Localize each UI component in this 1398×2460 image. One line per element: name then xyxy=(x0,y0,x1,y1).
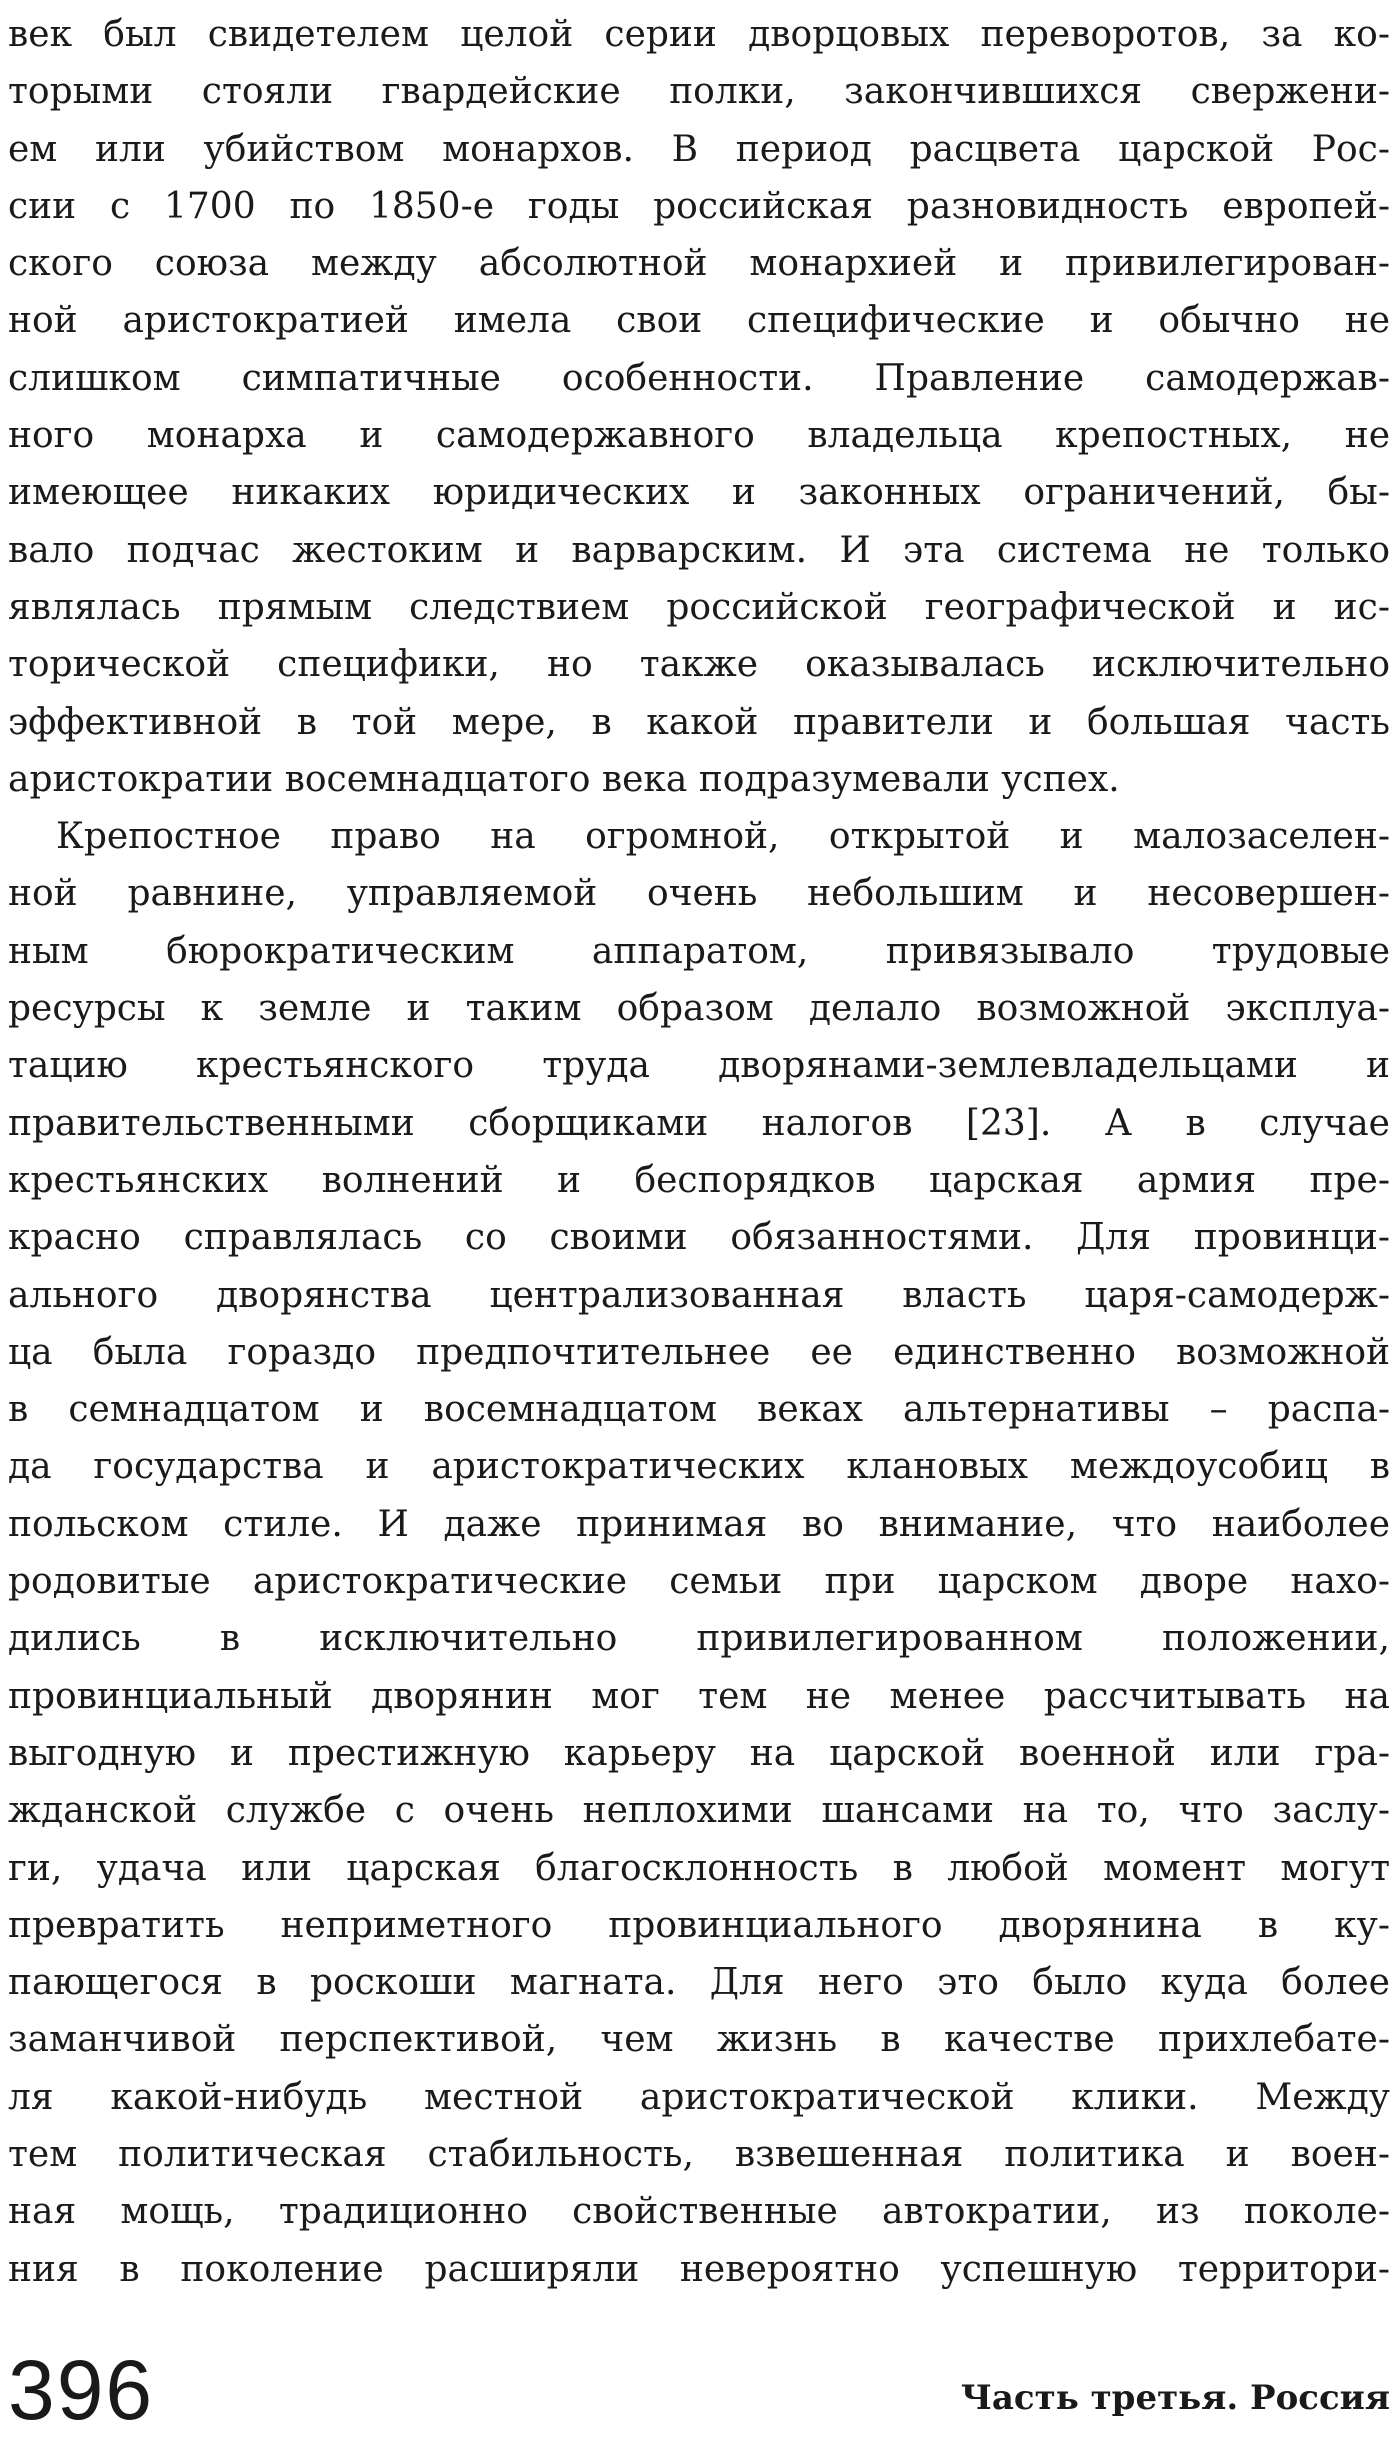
text-line: ресурсы к земле и таким образом делало возможной эксплуа- xyxy=(8,988,1390,1030)
text-line: заманчивой перспективой, чем жизнь в качестве прихлебате- xyxy=(8,2019,1390,2061)
text-line: ца была гораздо предпочтительнее ее единственно возможной xyxy=(8,1331,1390,1373)
text-line: век был свидетелем целой серии дворцовых переворотов, за ко- xyxy=(8,14,1390,55)
text-line: ля какой-нибудь местной аристократической клики. Между xyxy=(8,2076,1390,2118)
text-line: ная мощь, традиционно свойственные автократии, из поколе- xyxy=(8,2191,1390,2233)
text-line: провинциальный дворянин мог тем не менее рассчитывать на xyxy=(8,1675,1390,1717)
text-line: ного монарха и самодержавного владельца крепостных, не xyxy=(8,415,1390,457)
text-line: дились в исключительно привилегированном положении, xyxy=(8,1618,1390,1660)
text-line: являлась прямым следствием российской географической и ис- xyxy=(8,586,1390,628)
text-line: в семнадцатом и восемнадцатом веках альтернативы – распа- xyxy=(8,1389,1390,1431)
text-line: крестьянских волнений и беспорядков царская армия пре- xyxy=(8,1159,1390,1201)
page-footer xyxy=(8,2340,1390,2450)
text-line: тацию крестьянского труда дворянами-землевладельцами и xyxy=(8,1045,1390,1087)
body-text xyxy=(8,6,1390,2298)
text-line: родовитые аристократические семьи при царском дворе нахо- xyxy=(8,1561,1390,1603)
text-line: превратить неприметного провинциального дворянина в ку- xyxy=(8,1904,1390,1946)
text-line: ной равнине, управляемой очень небольшим и несовершен- xyxy=(8,873,1390,915)
text-line: аристократии восемнадцатого века подразумевали успех. xyxy=(8,758,1120,800)
text-line: сии с 1700 по 1850-е годы российская разновидность европей- xyxy=(8,185,1390,227)
text-line: правительственными сборщиками налогов [23]. А в случае xyxy=(8,1102,1390,1144)
running-head: Часть третья. Россия xyxy=(960,2378,1390,2418)
text-line: ем или убийством монархов. В период расцвета царской Рос- xyxy=(8,128,1390,170)
text-line: пающегося в роскоши магната. Для него это было куда более xyxy=(8,1962,1390,2004)
text-line: вало подчас жестоким и варварским. И эта система не только xyxy=(8,529,1390,571)
text-line: торыми стояли гвардейские полки, закончившихся свержени- xyxy=(8,71,1390,113)
text-line: ги, удача или царская благосклонность в любой момент могут xyxy=(8,1847,1390,1889)
text-line: ным бюрократическим аппаратом, привязывало трудовые xyxy=(8,930,1390,972)
book-page xyxy=(8,0,1390,2460)
text-line: ального дворянства централизованная власть царя-самодерж- xyxy=(8,1274,1390,1316)
text-line: ной аристократией имела свои специфические и обычно не xyxy=(8,300,1390,342)
text-line: имеющее никаких юридических и законных ограничений, бы- xyxy=(8,472,1390,514)
text-line: эффективной в той мере, в какой правители и большая часть xyxy=(8,701,1390,743)
text-line: польском стиле. И даже принимая во внимание, что наиболее xyxy=(8,1503,1390,1545)
text-line: торической специфики, но также оказывалась исключительно xyxy=(8,644,1390,686)
paragraph-first-line: Крепостное право на огромной, открытой и малозаселен- xyxy=(56,816,1390,858)
text-line: слишком симпатичные особенности. Правление самодержав- xyxy=(8,357,1390,399)
page-number: 396 xyxy=(8,2343,155,2437)
text-line: ния в поколение расширяли невероятно успешную территори- xyxy=(8,2248,1390,2290)
text-line: да государства и аристократических клановых междоусобиц в xyxy=(8,1446,1390,1488)
text-line: выгодную и престижную карьеру на царской военной или гра- xyxy=(8,1732,1390,1774)
text-line: жданской службе с очень неплохими шансами на то, что заслу- xyxy=(8,1790,1390,1832)
text-line: ского союза между абсолютной монархией и привилегирован- xyxy=(8,243,1390,285)
text-line: красно справлялась со своими обязанностями. Для провинци- xyxy=(8,1217,1390,1259)
text-line: тем политическая стабильность, взвешенная политика и воен- xyxy=(8,2133,1390,2175)
